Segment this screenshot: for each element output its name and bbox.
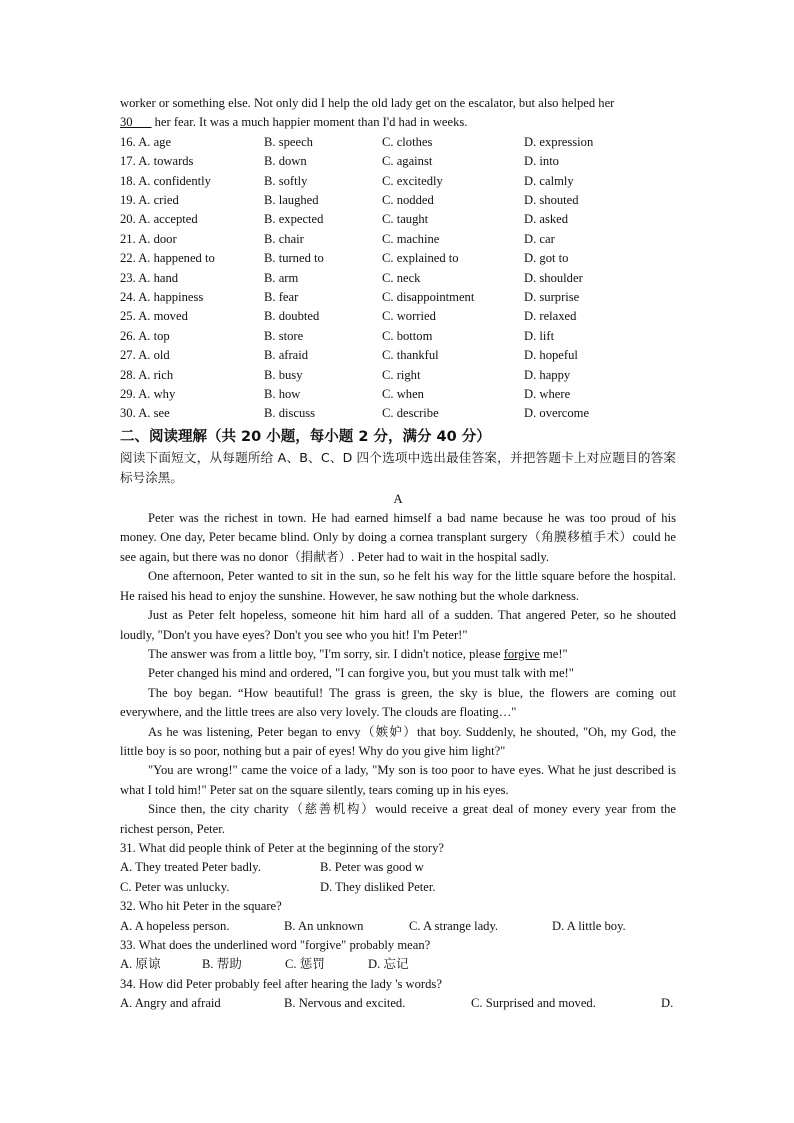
option-row-22: 22. A. happened to B. turned to C. explained to D. got to bbox=[120, 251, 569, 266]
paragraph-8: "You are wrong!" came the voice of a lady, "My son is too poor to have eyes. What he just described is what I told him!" Peter sat on the square silently, tears coming up in his eyes. bbox=[120, 763, 676, 797]
option-row-25: 25. A. moved B. doubted C. worried D. relaxed bbox=[120, 309, 577, 324]
passage-tail-line1: worker or something else. Not only did I help the old lady get on the escalator, but also helped her bbox=[120, 96, 615, 110]
blank-30: 30___ bbox=[120, 115, 152, 130]
section-title: 二、阅读理解（共 20 小题，每小题 2 分，满分 40 分） bbox=[120, 428, 491, 445]
answer-row: A. 原谅 B. 帮助 C. 惩罚 D. 忘记 bbox=[120, 957, 409, 972]
option-row-26: 26. A. top B. store C. bottom D. lift bbox=[120, 328, 555, 343]
question-34 bbox=[120, 975, 676, 1014]
paragraph-7: As he was listening, Peter began to envy（嫉妒）that boy. Suddenly, he shouted, "Oh, my God, the little boy is so poor, nothing but a pair of eyes! Why do you give him light?" bbox=[120, 724, 676, 758]
option-row-17: 17. A. towards B. down C. against D. into bbox=[120, 154, 559, 169]
paragraph-2: One afternoon, Peter wanted to sit in the sun, so he felt his way for the little square before the hospital. He raised his head to enjoy the sunshine. However, he saw nothing but the whole darkness. bbox=[120, 569, 676, 603]
question-32 bbox=[120, 897, 676, 936]
option-row-27: 27. A. old B. afraid C. thankful D. hopeful bbox=[120, 348, 578, 363]
option-row-30: 30. A. see B. discuss C. describe D. overcome bbox=[120, 406, 590, 421]
answer-row: A. Angry and afraid B. Nervous and excited. C. Surprised and moved. D. bbox=[120, 996, 674, 1011]
option-row-29: 29. A. why B. how C. when D. where bbox=[120, 386, 571, 401]
option-row-16: 16. A. age B. speech C. clothes D. expression bbox=[120, 134, 594, 149]
cloze-options bbox=[120, 133, 676, 424]
option-row-19: 19. A. cried B. laughed C. nodded D. shouted bbox=[120, 192, 579, 207]
paragraph-3: Just as Peter felt hopeless, someone hit him hard all of a sudden. That angered Peter, so he shouted loudly, "Don't you have eyes? Don't you see who you hit! I'm Peter!" bbox=[120, 608, 676, 642]
answer-row: A. A hopeless person. B. An unknown C. A strange lady. D. A little boy. bbox=[120, 918, 626, 933]
passage-tail-line2 bbox=[120, 113, 676, 132]
paragraph-forgive: The answer was from a little boy, "I'm sorry, sir. I didn't notice, please forgive me!" bbox=[148, 646, 568, 661]
question-text: 34. How did Peter probably feel after hearing the lady 's words? bbox=[120, 976, 442, 991]
answer-row: A. They treated Peter badly. B. Peter was good w bbox=[120, 860, 424, 875]
underlined-word-forgive: forgive bbox=[503, 646, 540, 661]
option-row-18: 18. A. confidently B. softly C. excitedly D. calmly bbox=[120, 173, 574, 188]
question-text: 33. What does the underlined word "forgive" probably mean? bbox=[120, 938, 431, 953]
option-row-20: 20. A. accepted B. expected C. taught D. asked bbox=[120, 212, 569, 227]
option-row-28: 28. A. rich B. busy C. right D. happy bbox=[120, 367, 571, 382]
passage-tail-rest: her fear. It was a much happier moment than I'd had in weeks. bbox=[151, 115, 468, 130]
question-33 bbox=[120, 936, 676, 975]
option-row-23: 23. A. hand B. arm C. neck D. shoulder bbox=[120, 270, 583, 285]
paragraph-5: Peter changed his mind and ordered, "I can forgive you, but you must talk with me!" bbox=[148, 666, 574, 681]
exam-page bbox=[120, 94, 676, 1014]
paragraph-1: Peter was the richest in town. He had earned himself a bad name because he was too proud of his money. One day, Peter became blind. Only by doing a cornea transplant surgery（角膜移植手术）could he see again, but there was no donor（捐献者）. Peter had to wait in the hospital sadly. bbox=[120, 511, 676, 564]
question-text: 32. Who hit Peter in the square? bbox=[120, 899, 282, 914]
passage-label: A bbox=[393, 491, 403, 506]
section-instruction: 阅读下面短文，从每题所给 A、B、C、D 四个选项中选出最佳答案，并把答题卡上对应题目的答案标号涂黑。 bbox=[120, 449, 676, 485]
question-text: 31. What did people think of Peter at the beginning of the story? bbox=[120, 840, 444, 855]
question-31 bbox=[120, 839, 676, 897]
paragraph-9: Since then, the city charity（慈善机构）would receive a great deal of money every year from the richest person, Peter. bbox=[120, 802, 676, 836]
option-row-24: 24. A. happiness B. fear C. disappointment D. surprise bbox=[120, 289, 580, 304]
option-row-21: 21. A. door B. chair C. machine D. car bbox=[120, 231, 555, 246]
paragraph-6: The boy began. “How beautiful! The grass is green, the sky is blue, the flowers are coming out everywhere, and the little trees are also very lovely. The clouds are floating…" bbox=[120, 685, 676, 720]
answer-row: C. Peter was unlucky. D. They disliked Peter. bbox=[120, 879, 436, 894]
